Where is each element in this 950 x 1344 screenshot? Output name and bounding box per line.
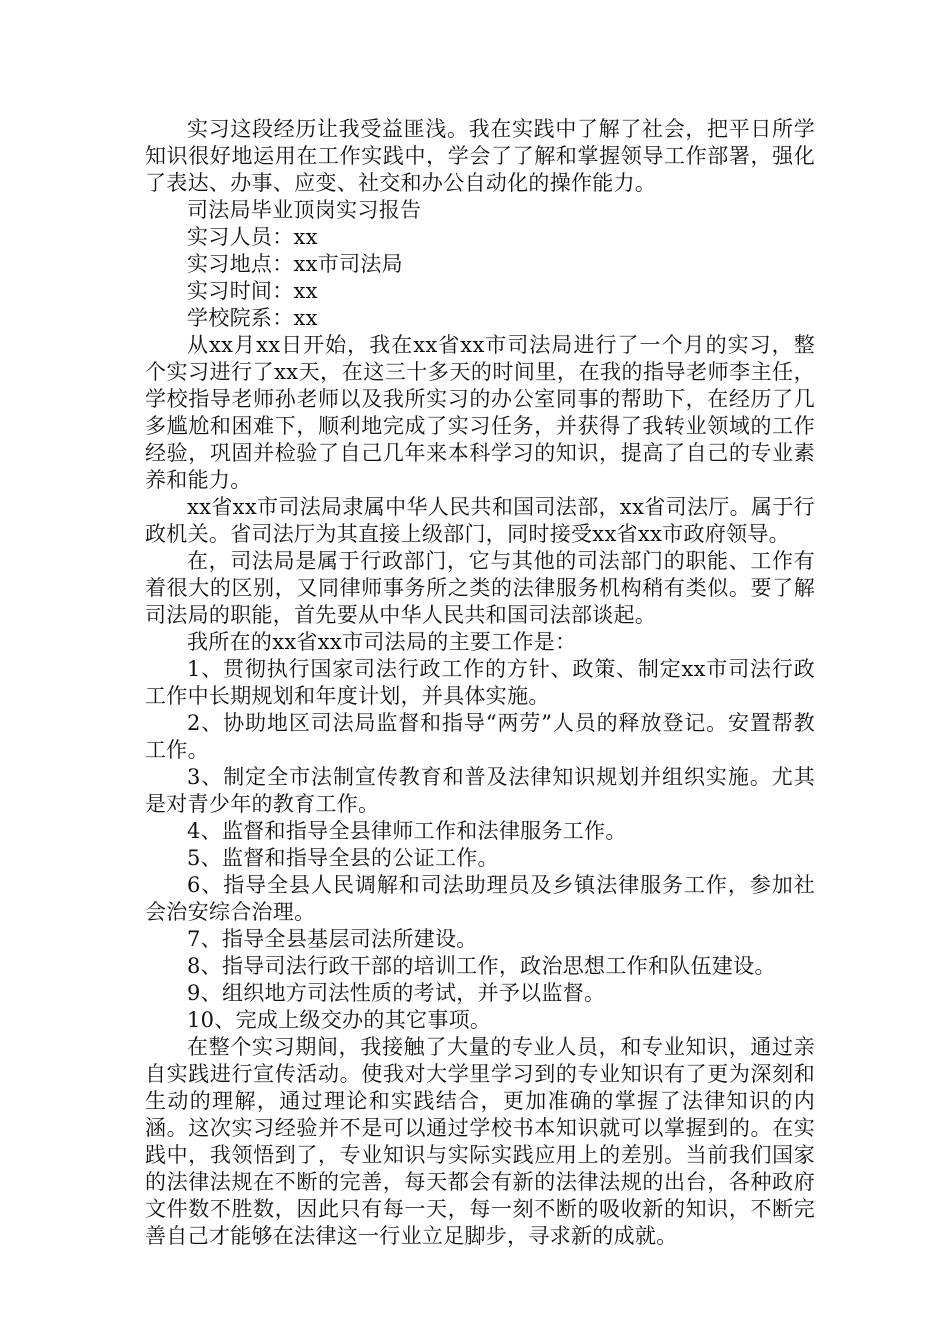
- list-item-9: 9、组织地方司法性质的考试，并予以监督。: [187, 981, 606, 1005]
- list-item-8: 8、指导司法行政干部的培训工作，政治思想工作和队伍建设。: [187, 954, 776, 978]
- paragraph-intro: 实习这段经历让我受益匪浅。我在实践中了解了社会，把平日所学知识很好地运用在工作实践中，学会了了解和掌握领导工作部署，强化了表达、办事、应变、社交和办公自动化的操作能力。: [145, 117, 815, 195]
- paragraph-affiliation: xx省xx市司法局隶属中华人民共和国司法部，xx省司法厅。属于行政机关。省司法厅为其直接上级部门，同时接受xx省xx市政府领导。: [145, 495, 815, 546]
- paragraph-functions-intro: 在，司法局是属于行政部门，它与其他的司法部门的职能、工作有着很大的区别，又同律师事务所之类的法律服务机构稍有类似。要了解司法局的职能，首先要从中华人民共和国司法部谈起。: [145, 549, 815, 627]
- list-item-3: 3、制定全市法制宣传教育和普及法律知识规划并组织实施。尤其是对青少年的教育工作。: [145, 765, 815, 816]
- list-item-6: 6、指导全县人民调解和司法助理员及乡镇法律服务工作，参加社会治安综合治理。: [145, 873, 815, 924]
- document-body: [145, 116, 815, 1250]
- list-item-1: 1、贯彻执行国家司法行政工作的方针、政策、制定xx市司法行政工作中长期规划和年度计划，并具体实施。: [145, 657, 815, 708]
- intern-name-line: 实习人员：xx: [187, 225, 318, 249]
- intern-location-line: 实习地点：xx市司法局: [187, 252, 403, 276]
- intern-time-line: 实习时间：xx: [187, 279, 318, 303]
- paragraph-main-work: 我所在的xx省xx市司法局的主要工作是：: [187, 630, 577, 654]
- report-title: 司法局毕业顶岗实习报告: [187, 198, 422, 222]
- list-item-2: 2、协助地区司法局监督和指导“两劳”人员的释放登记。安置帮教工作。: [145, 711, 815, 762]
- list-item-7: 7、指导全县基层司法所建设。: [187, 927, 478, 951]
- paragraph-conclusion: 在整个实习期间，我接触了大量的专业人员，和专业知识，通过亲自实践进行宣传活动。使我对大学里学习到的专业知识有了更为深刻和生动的理解，通过理论和实践结合，更加准确的掌握了法律知识的内涵。这次实习经验并不是可以通过学校书本知识就可以掌握到的。在实践中，我领悟到了，专业知识与实际实践应用上的差别。当前我们国家的法律法规在不断的完善，每天都会有新的法律法规的出台，各种政府文件数不胜数，因此只有每一天，每一刻不断的吸收新的知识，不断完善自己才能够在法律这一行业立足脚步，寻求新的成就。: [145, 1035, 815, 1248]
- school-department-line: 学校院系：xx: [187, 306, 318, 330]
- list-item-10: 10、完成上级交办的其它事项。: [187, 1008, 492, 1032]
- list-item-4: 4、监督和指导全县律师工作和法律服务工作。: [187, 819, 627, 843]
- paragraph-overview: 从xx月xx日开始，我在xx省xx市司法局进行了一个月的实习，整个实习进行了xx天，在这三十多天的时间里，在我的指导老师李主任，学校指导老师孙老师以及我所实习的办公室同事的帮助下，在经历了几多尴尬和困难下，顺利地完成了实习任务，并获得了我转业领域的工作经验，巩固并检验了自己几年来本科学习的知识，提高了自己的专业素养和能力。: [145, 333, 815, 492]
- list-item-5: 5、监督和指导全县的公证工作。: [187, 846, 499, 870]
